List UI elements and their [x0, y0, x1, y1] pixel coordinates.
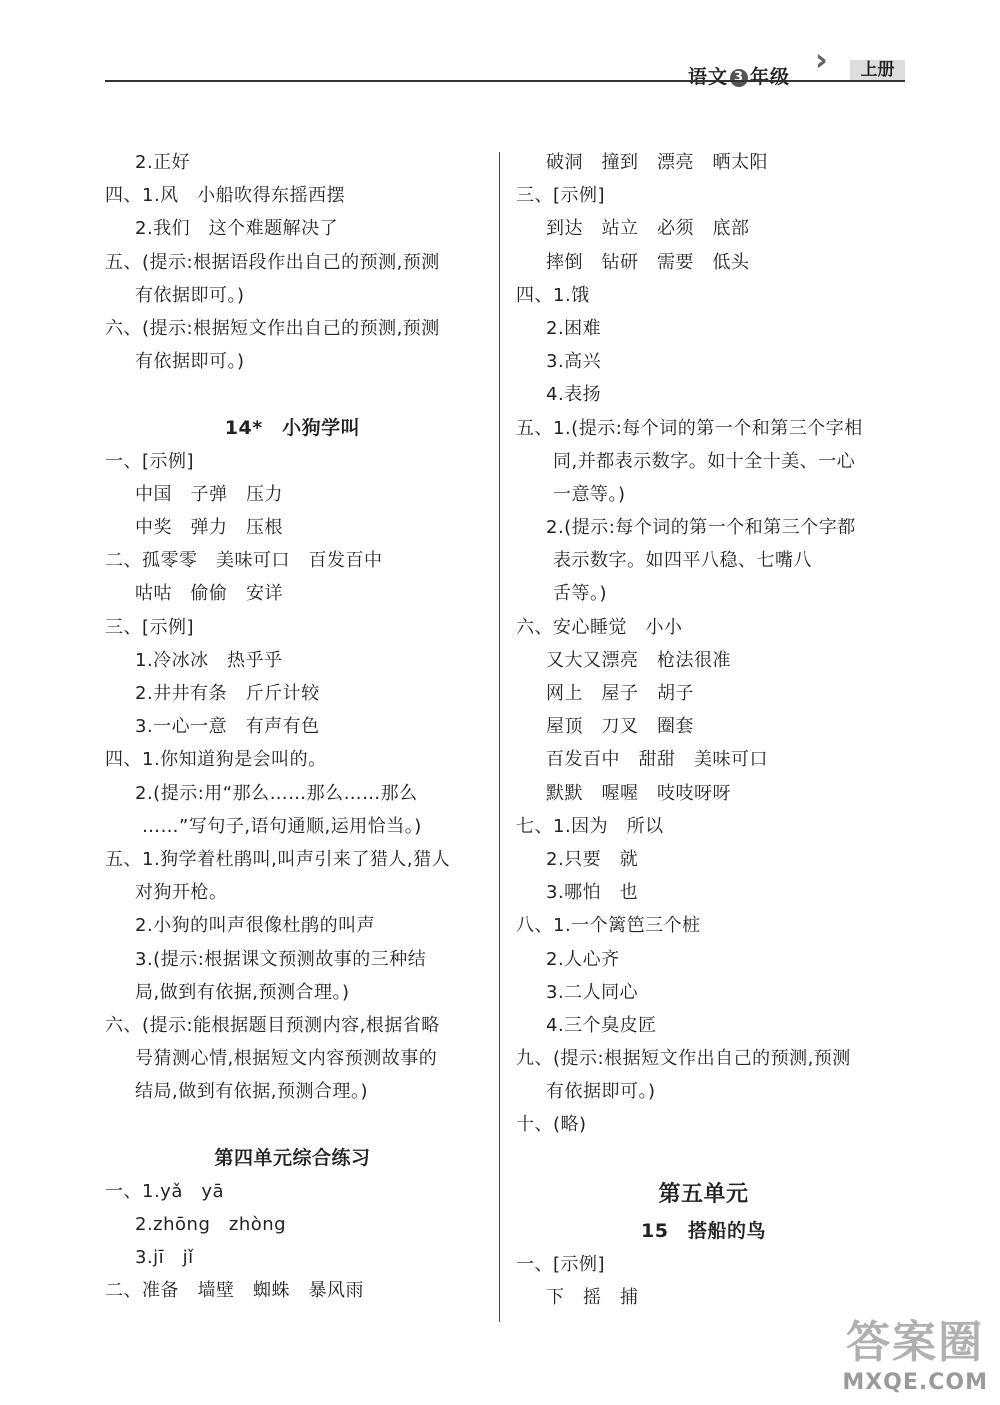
answer-line: 舌等。)	[553, 583, 608, 605]
left-column	[105, 146, 480, 1308]
answer-line: 七、1.因为 所以	[516, 815, 664, 837]
answer-line: 3.(提示:根据课文预测故事的三种结	[135, 948, 427, 970]
answer-line: 2.正好	[135, 152, 191, 173]
answer-line: 表示数字。如四平八稳、七嘴八	[553, 550, 812, 572]
answer-line: 五、1.狗学着杜鹃叫,叫声引来了猎人,猎人	[105, 848, 451, 870]
answer-line: 五、1.(提示:每个词的第一个和第三个字相	[516, 417, 863, 439]
answer-line: 3.哪怕 也	[546, 882, 639, 904]
answer-line: ……”写句子,语句通顺,运用恰当。)	[142, 815, 422, 837]
answer-line: 咕咕 偷偷 安详	[135, 583, 283, 605]
answer-line: 2.(提示:每个词的第一个和第三个字都	[546, 517, 856, 539]
answer-line: 四、1.饿	[516, 284, 590, 306]
answer-line: 八、1.一个篱笆三个桩	[516, 915, 701, 937]
answer-line: 4.三个臭皮匠	[546, 1014, 657, 1036]
answer-line: 五、(提示:根据语段作出自己的预测,预测	[105, 251, 440, 273]
answer-line: 到达 站立 必须 底部	[546, 218, 750, 240]
answer-line: 同,并都表示数字。如十全十美、一心	[553, 450, 856, 472]
answer-line: 网上 屋子 胡子	[546, 683, 694, 704]
answer-line: 有依据即可。)	[135, 351, 245, 373]
answer-line: 十、(略)	[516, 1114, 587, 1136]
answer-line: 中国 子弹 压力	[135, 483, 283, 505]
answer-line: 下 摇 捕	[546, 1287, 639, 1309]
answer-line: 四、1.你知道狗是会叫的。	[105, 749, 327, 771]
grade-label: 年级	[750, 66, 791, 88]
answer-line: 2.只要 就	[546, 848, 639, 870]
watermark	[842, 1306, 988, 1395]
answer-line: 又大又漂亮 枪法很准	[546, 649, 731, 671]
answer-line: 三、[示例]	[516, 185, 606, 207]
answer-line	[105, 1108, 480, 1141]
answer-line: 2.人心齐	[546, 948, 620, 970]
answer-line: 有依据即可。)	[546, 1081, 656, 1103]
section-heading: 第五单元	[658, 1181, 749, 1207]
volume-label: 上册	[850, 60, 905, 81]
answer-line: 摔倒 钻研 需要 低头	[546, 251, 750, 273]
answer-line: 号猜测心情,根据短文内容预测故事的	[135, 1048, 438, 1070]
column-divider	[499, 152, 500, 1322]
answer-line: 二、准备 墙壁 蜘蛛 暴风雨	[105, 1280, 364, 1302]
answer-line: 2.(提示:用“那么……那么……那么	[135, 782, 418, 804]
answer-line: 九、(提示:根据短文作出自己的预测,预测	[516, 1048, 851, 1070]
answer-line: 3.二人同心	[546, 981, 639, 1003]
answer-line: 结局,做到有依据,预测合理。)	[135, 1081, 368, 1103]
answer-line: 中奖 弹力 压根	[135, 517, 283, 539]
answer-line: 2.zhōng zhòng	[135, 1214, 287, 1235]
answer-line: 六、安心睡觉 小小	[516, 616, 683, 638]
answer-line	[516, 1142, 891, 1175]
answer-line: 3.高兴	[546, 351, 602, 373]
grade-number-badge: 3	[730, 69, 748, 87]
answer-line: 2.困难	[546, 317, 602, 339]
answer-line: 四、1.风 小船吹得东摇西摆	[105, 185, 346, 207]
double-chevron-icon: ››	[815, 43, 816, 78]
answer-line: 默默 喔喔 吱吱呀呀	[546, 782, 731, 804]
section-heading: 15 搭船的鸟	[641, 1219, 766, 1242]
header-subject	[688, 62, 790, 89]
answer-line: 1.冷冰冰 热乎乎	[135, 649, 283, 671]
answer-line: 三、[示例]	[105, 616, 195, 638]
watermark-url: MXQE.COM	[842, 1370, 988, 1395]
answer-line: 一、[示例]	[105, 450, 195, 472]
answer-line: 2.小狗的叫声很像杜鹃的叫声	[135, 915, 376, 937]
answer-line: 局,做到有依据,预测合理。)	[135, 981, 350, 1003]
answer-line: 百发百中 甜甜 美味可口	[546, 749, 768, 771]
answer-line: 一意等。)	[553, 483, 626, 505]
watermark-brand: 答案圈	[846, 1317, 985, 1368]
right-column	[516, 146, 891, 1314]
subject-label: 语文	[688, 66, 729, 88]
answer-line: 对狗开枪。	[135, 882, 228, 904]
answer-line: 一、[示例]	[516, 1254, 606, 1275]
answer-line: 4.表扬	[546, 384, 602, 406]
answer-line: 二、孤零零 美味可口 百发百中	[105, 550, 383, 572]
answer-line: 六、(提示:根据短文作出自己的预测,预测	[105, 317, 440, 339]
answer-line: 3.一心一意 有声有色	[135, 716, 320, 738]
section-heading: 14* 小狗学叫	[224, 416, 361, 439]
answer-line: 2.我们 这个难题解决了	[135, 218, 339, 240]
answer-line: 一、1.yǎ yā	[105, 1180, 225, 1202]
header-dots	[105, 40, 805, 42]
answer-line: 屋顶 刀叉 圈套	[546, 716, 694, 738]
answer-line: 破洞 撞到 漂亮 晒太阳	[546, 152, 768, 173]
answer-line	[105, 378, 480, 411]
answer-line: 3.jī jǐ	[135, 1247, 194, 1269]
answer-line: 有依据即可。)	[135, 284, 245, 306]
answer-line: 2.井井有条 斤斤计较	[135, 683, 320, 704]
answer-line: 六、(提示:能根据题目预测内容,根据省略	[105, 1014, 440, 1036]
section-heading: 第四单元综合练习	[214, 1146, 371, 1169]
header-rule	[105, 80, 905, 82]
